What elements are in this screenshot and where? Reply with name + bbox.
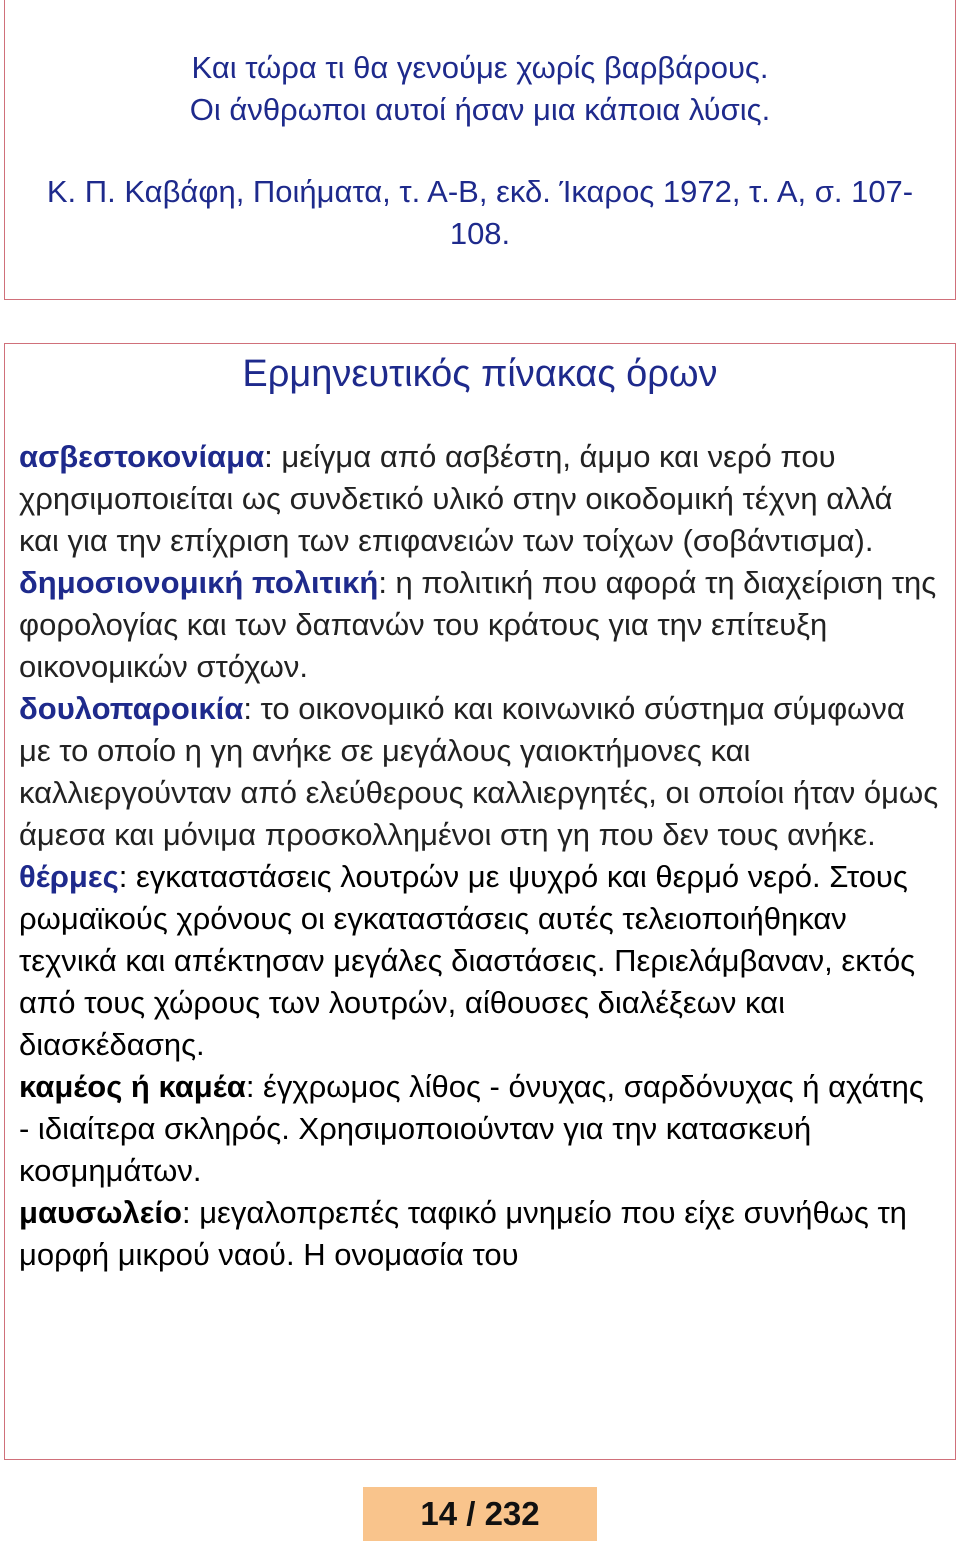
glossary-term: δουλοπαροικία	[19, 691, 244, 726]
glossary-definition: : εγκαταστάσεις λουτρών με ψυχρό και θερμό νερό. Στους ρωμαϊκούς χρόνους οι εγκαταστάσεις αυτές τελειοποιήθηκαν τεχνικά και απέκτησαν μεγάλες διαστάσεις. Περιελάμβαναν, εκτός από τους χώρους των λουτρών, αίθουσες διαλέξεων και διασκέδασης.	[19, 859, 916, 1062]
glossary-term: δημοσιονομική πολιτική	[19, 565, 379, 600]
glossary-entry	[19, 688, 941, 856]
glossary-box	[4, 343, 956, 1460]
glossary-list	[5, 436, 955, 1276]
quote-box	[4, 0, 956, 300]
glossary-term: καμέος ή καμέα	[19, 1069, 246, 1104]
glossary-term: θέρμες	[19, 859, 119, 894]
quote-source: Κ. Π. Καβάφη, Ποιήματα, τ. Α-Β, εκδ. Ίκαρος 1972, τ. Α, σ. 107-108.	[46, 174, 914, 251]
glossary-entry	[19, 436, 941, 562]
glossary-term: ασβεστοκονίαμα	[19, 439, 265, 474]
glossary-definition: : μείγμα από ασβέστη, άμμο και νερό που χρησιμοποιείται ως συνδετικό υλικό στην οικοδομική τέχνη αλλά και για την επίχριση των επιφανειών των τοίχων (σοβάντισμα).	[19, 439, 893, 558]
quote-line-1: Και τώρα τι θα γενούμε χωρίς βαρβάρους.	[191, 50, 769, 85]
quote-line-2: Οι άνθρωποι αυτοί ήσαν μια κάποια λύσις.	[189, 92, 771, 127]
glossary-entry	[19, 1066, 941, 1192]
glossary-entry	[19, 856, 941, 1066]
glossary-title: Ερμηνευτικός πίνακας όρων	[242, 353, 718, 395]
glossary-entry	[19, 562, 941, 688]
glossary-term: μαυσωλείο	[19, 1195, 182, 1230]
glossary-definition: : το οικονομικό και κοινωνικό σύστημα σύμφωνα με το οποίο η γη ανήκε σε μεγάλους γαιοκτήμονες και καλλιεργούνταν από ελεύθερους καλλιεργητές, οι οποίοι ήταν όμως άμεσα και μόνιμα προσκολλημένοι στη γη που δεν τους ανήκε.	[19, 691, 939, 852]
glossary-entry	[19, 1192, 941, 1276]
page-number-badge: 14 / 232	[363, 1487, 597, 1541]
glossary-definition: : μεγαλοπρεπές ταφικό μνημείο που είχε συνήθως τη μορφή μικρού ναού. Η ονομασία του	[19, 1195, 907, 1272]
glossary-definition: : έγχρωμος λίθος - όνυχας, σαρδόνυχας ή αχάτης - ιδιαίτερα σκληρός. Χρησιμοποιούνταν για την κατασκευή κοσμημάτων.	[19, 1069, 924, 1188]
glossary-definition: : η πολιτική που αφορά τη διαχείριση της φορολογίας και των δαπανών του κράτους για την επίτευξη οικονομικών στόχων.	[19, 565, 937, 684]
